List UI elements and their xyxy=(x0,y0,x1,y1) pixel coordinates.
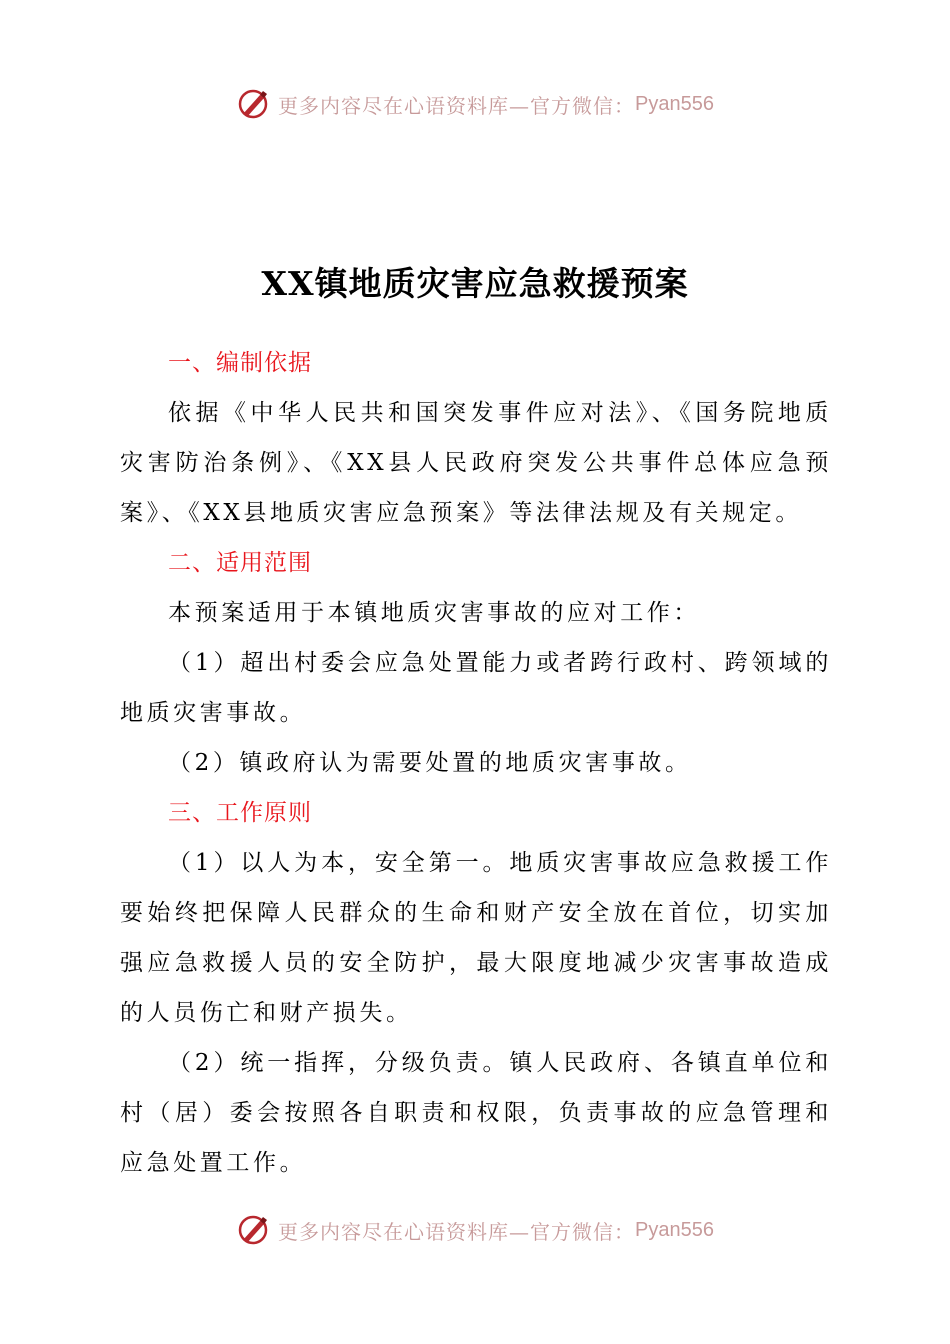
paragraph: （2）统一指挥，分级负责。镇人民政府、各镇直单位和村（居）委会按照各自职责和权限，负责事故的应急管理和应急处置工作。 xyxy=(120,1050,832,1176)
paragraph: 本预案适用于本镇地质灾害事故的应对工作： xyxy=(168,600,700,626)
paragraph: 依据《中华人民共和国突发事件应对法》、《国务院地质灾害防治条例》、《XX县人民政府突发公共事件总体应急预案》、《XX县地质灾害应急预案》等法律法规及有关规定。 xyxy=(120,400,832,526)
paragraph: （1）以人为本，安全第一。地质灾害事故应急救援工作要始终把保障人民群众的生命和财产安全放在首位，切实加强应急救援人员的安全防护，最大限度地减少灾害事故造成的人员伤亡和财产损失。 xyxy=(120,850,832,1026)
section-heading-basis: 一、编制依据 xyxy=(168,350,312,376)
banner-wechat-handle: Pyan556 xyxy=(635,1218,714,1241)
paragraph: （2）镇政府认为需要处置的地质灾害事故。 xyxy=(168,750,692,776)
banner-text: 更多内容尽在心语资料库—官方微信： xyxy=(278,1219,636,1244)
document-body xyxy=(120,338,832,1188)
paragraph: （1）超出村委会应急处置能力或者跨行政村、跨领域的地质灾害事故。 xyxy=(120,650,832,726)
section-heading-scope: 二、适用范围 xyxy=(168,550,312,576)
pen-logo-icon xyxy=(236,87,270,121)
footer-banner xyxy=(0,1210,950,1250)
section-heading-principles: 三、工作原则 xyxy=(168,800,312,826)
pen-logo-icon xyxy=(236,1213,270,1247)
header-banner xyxy=(0,84,950,124)
banner-wechat-handle: Pyan556 xyxy=(635,92,714,115)
document-title: XX镇地质灾害应急救援预案 xyxy=(261,264,689,303)
banner-text: 更多内容尽在心语资料库—官方微信： xyxy=(278,93,636,118)
